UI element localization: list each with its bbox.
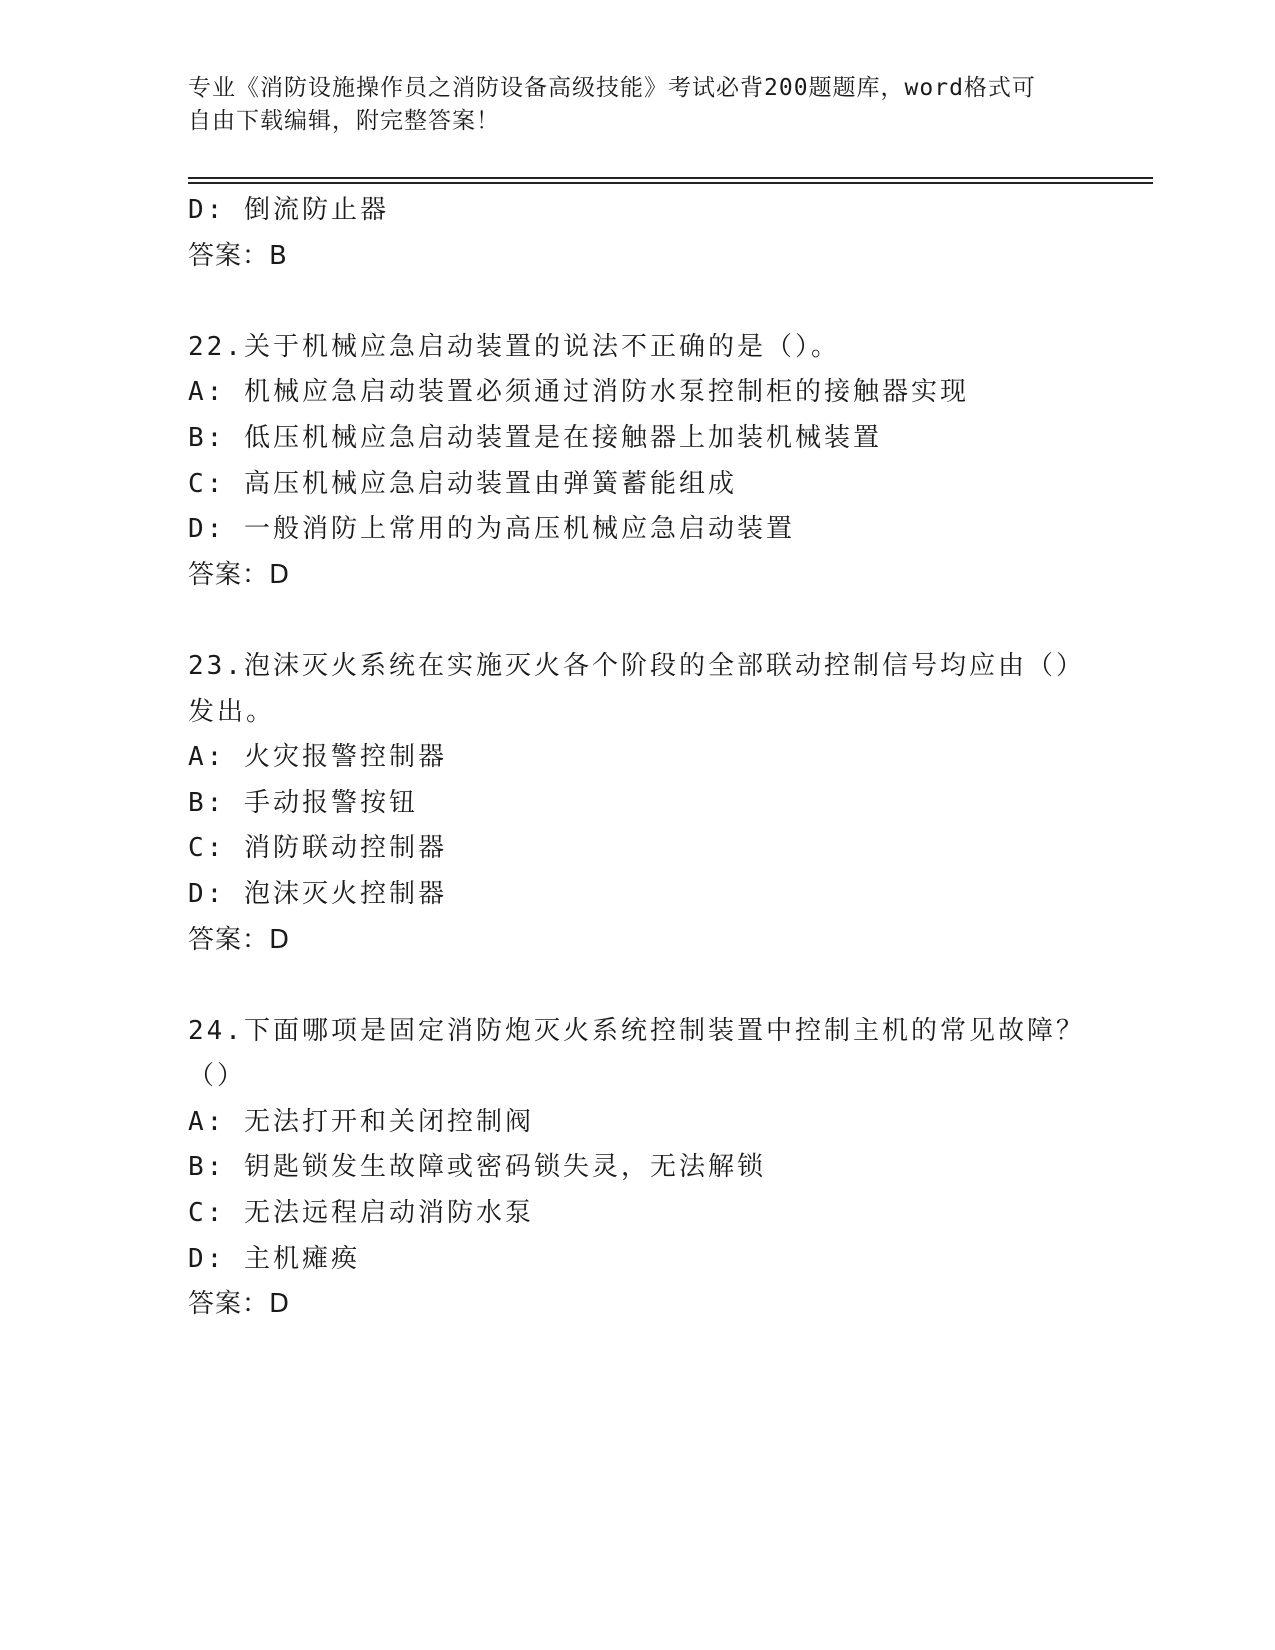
- question-stem: 23.泡沫灭火系统在实施灭火各个阶段的全部联动控制信号均应由（）: [188, 650, 1085, 681]
- option-c: C: 高压机械应急启动装置由弹簧蓄能组成: [188, 468, 737, 499]
- header-line-2: 自由下载编辑，附完整答案！: [188, 108, 500, 134]
- spacer: [188, 279, 1088, 325]
- header-line-1: 专业《消防设施操作员之消防设备高级技能》考试必背200题题库，word格式可: [188, 75, 1036, 101]
- question-stem: 22.关于机械应急启动装置的说法不正确的是（）。: [188, 331, 840, 362]
- question-22: [188, 325, 1088, 599]
- option-d: D: 主机瘫痪: [188, 1243, 360, 1274]
- option-b: B: 钥匙锁发生故障或密码锁失灵，无法解锁: [188, 1152, 766, 1183]
- spacer: [188, 963, 1088, 1009]
- header-divider-bottom: [188, 182, 1153, 184]
- question-list: [188, 188, 1088, 1328]
- question-stem-continued: （）: [188, 1061, 247, 1092]
- option-b: B: 手动报警按钮: [188, 787, 418, 818]
- header-divider-top: [188, 177, 1153, 179]
- prev-answer: 答案：B: [188, 240, 288, 271]
- question-stem-continued: 发出。: [188, 696, 276, 727]
- option-a: A: 机械应急启动装置必须通过消防水泵控制柜的接触器实现: [188, 377, 969, 408]
- option-b: B: 低压机械应急启动装置是在接触器上加装机械装置: [188, 422, 882, 453]
- answer: 答案：D: [188, 1289, 291, 1320]
- document-header: [188, 72, 1088, 138]
- option-a: A: 火灾报警控制器: [188, 742, 447, 773]
- option-c: C: 无法远程启动消防水泵: [188, 1198, 534, 1229]
- option-d: D: 泡沫灭火控制器: [188, 878, 447, 909]
- option-d: D: 一般消防上常用的为高压机械应急启动装置: [188, 514, 795, 545]
- question-stem: 24.下面哪项是固定消防炮灭火系统控制装置中控制主机的常见故障？: [188, 1015, 1085, 1046]
- question-24: [188, 1009, 1088, 1328]
- option-a: A: 无法打开和关闭控制阀: [188, 1106, 534, 1137]
- prev-option-d: D: 倒流防止器: [188, 195, 389, 225]
- option-c: C: 消防联动控制器: [188, 833, 447, 864]
- question-23: [188, 644, 1088, 963]
- answer: 答案：D: [188, 559, 291, 590]
- spacer: [188, 598, 1088, 644]
- answer: 答案：D: [188, 924, 291, 955]
